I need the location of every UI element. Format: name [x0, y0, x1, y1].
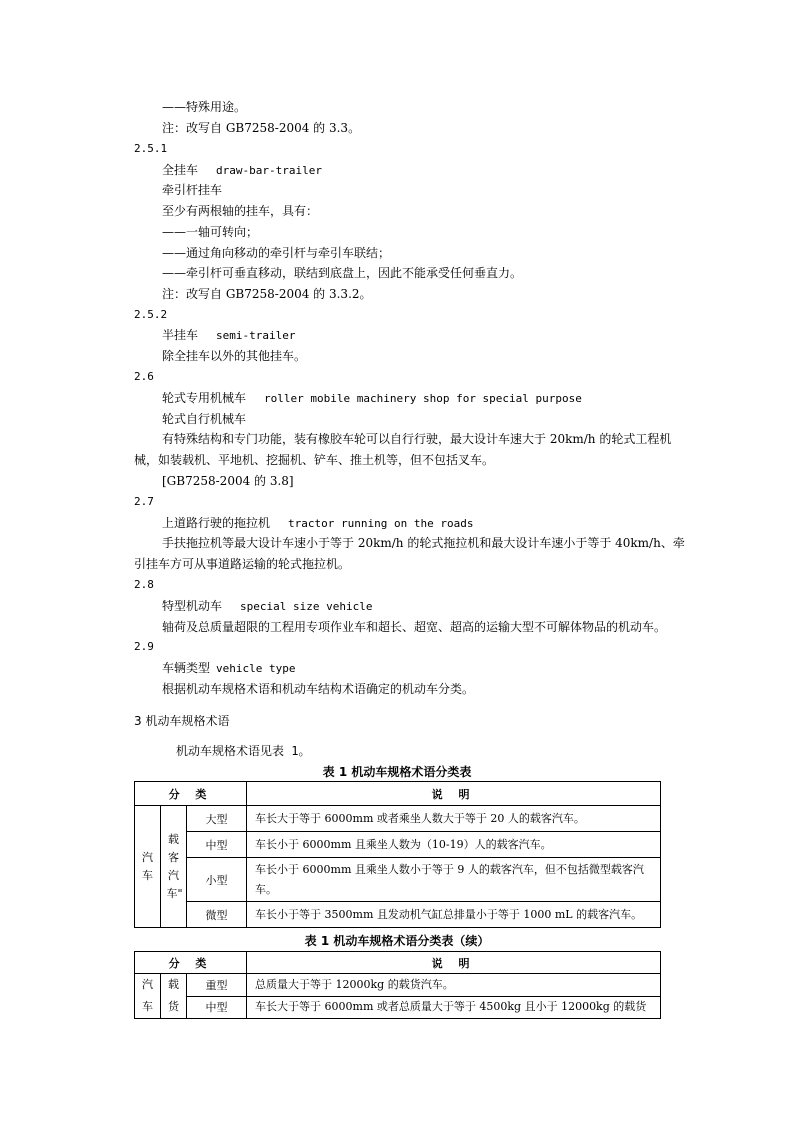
term-vehicle-type [162, 660, 296, 677]
term-en: special size vehicle [240, 600, 373, 613]
spec-table-continued [134, 951, 661, 1019]
term-en: tractor running on the roads [288, 517, 474, 530]
term-alias: 轮式自行机械车 [162, 412, 247, 426]
note-3-3: 注：改写自 GB7258-2004 的 3.3。 [162, 121, 361, 135]
definition-item: ——牵引杆可垂直移动，联结到底盘上，因此不能承受任何垂直力。 [162, 266, 523, 280]
desc-cell: 车长大于等于 6000mm 或者乘坐人数大于等于 20 人的载客汽车。 [247, 806, 661, 832]
definition-item: ——一轴可转向； [162, 225, 259, 239]
term-en: draw-bar-trailer [216, 164, 322, 177]
subgroup-label: 载客汽车" [166, 832, 183, 900]
definition-item: ——通过角向移动的牵引杆与牵引车联结； [162, 246, 391, 260]
term-cn: 特型机动车 [162, 599, 223, 613]
term-definition: 根据机动车规格术语和机动车结构术语确定的机动车分类。 [162, 682, 475, 696]
size-cell: 大型 [187, 806, 247, 832]
spec-table [134, 781, 661, 928]
desc-cell: 车长小于 6000mm 且乘坐人数为（10-19）人的载客汽车。 [247, 832, 661, 858]
header-description: 说 明 [247, 782, 661, 806]
term-cn: 全挂车 [162, 163, 199, 177]
term-alias: 牵引杆挂车 [162, 183, 223, 197]
term-definition-cont: 械，如装载机、平地机、挖掘机、铲车、推土机等，但不包括叉车。 [134, 453, 495, 467]
section-number-2-7: 2.7 [134, 495, 154, 508]
header-description: 说 明 [247, 952, 661, 974]
dash-item-special-use: ——特殊用途。 [162, 100, 247, 114]
term-draw-bar-trailer [162, 162, 322, 179]
term-cn: 轮式专用机械车 [162, 391, 247, 405]
section-number-2-5-1: 2.5.1 [134, 142, 168, 155]
desc-cell: 车长小于 6000mm 且乘坐人数小于等于 9 人的载客汽车，但不包括微型载客汽车。 [247, 858, 661, 902]
section-number-2-6: 2.6 [134, 370, 154, 383]
desc-cell: 车长大于等于 6000mm 或者总质量大于等于 4500kg 且小于 12000kg 的载货 [247, 996, 661, 1019]
term-definition-cont: 引挂车方可从事道路运输的轮式拖拉机。 [134, 557, 351, 571]
group-cell [135, 806, 161, 928]
term-roller-mobile-machinery [162, 390, 582, 407]
section-number-2-8: 2.8 [134, 578, 154, 591]
term-cn: 上道路行驶的拖拉机 [162, 516, 271, 530]
header-category: 分 类 [135, 782, 247, 806]
term-tractor-on-roads [162, 515, 473, 532]
term-en: vehicle type [216, 662, 296, 675]
size-cell: 中型 [187, 996, 247, 1019]
group-label: 汽车 [142, 978, 153, 1013]
table-caption-continued: 表 1 机动车规格术语分类表（续） [304, 934, 490, 948]
reference: [GB7258-2004 的 3.8] [162, 474, 294, 488]
size-cell: 中型 [187, 832, 247, 858]
term-definition: 手扶拖拉机等最大设计车速小于等于 20km/h 的轮式拖拉机和最大设计车速小于等于 40km/h、牵 [162, 536, 685, 550]
term-cn: 车辆类型 [162, 661, 211, 675]
term-en: roller mobile machinery shop for special purpose [264, 392, 582, 405]
term-en: semi-trailer [216, 329, 296, 342]
size-cell: 重型 [187, 974, 247, 997]
table-caption: 表 1 机动车规格术语分类表 [322, 765, 472, 779]
section-number-2-9: 2.9 [134, 640, 154, 653]
term-cn: 半挂车 [162, 328, 199, 342]
subgroup-cell [161, 806, 187, 928]
term-definition: 轴荷及总质量超限的工程用专项作业车和超长、超宽、超高的运输大型不可解体物品的机动车。 [162, 620, 667, 634]
size-cell: 微型 [187, 902, 247, 928]
term-definition: 除全挂车以外的其他挂车。 [162, 349, 307, 363]
group-label: 汽车 [142, 850, 153, 882]
subgroup-cell [161, 974, 187, 1019]
term-definition: 有特殊结构和专门功能，装有橡胶车轮可以自行行驶，最大设计车速大于 20km/h 的轮式工程机 [162, 432, 672, 446]
term-special-size-vehicle [162, 598, 372, 615]
desc-cell: 总质量大于等于 12000kg 的载货汽车。 [247, 974, 661, 997]
group-cell [135, 974, 161, 1019]
section-number-2-5-2: 2.5.2 [134, 308, 168, 321]
section-intro: 机动车规格术语见表 1。 [176, 744, 311, 758]
subgroup-label: 载货 [168, 978, 179, 1013]
size-cell: 小型 [187, 858, 247, 902]
note-3-3-2: 注：改写自 GB7258-2004 的 3.3.2。 [162, 287, 372, 301]
header-category: 分 类 [135, 952, 247, 974]
section-heading-3: 3 机动车规格术语 [134, 714, 230, 728]
term-definition: 至少有两根轴的挂车，具有： [162, 204, 319, 218]
term-semi-trailer [162, 327, 296, 344]
desc-cell: 车长小于等于 3500mm 且发动机气缸总排量小于等于 1000 mL 的载客汽车。 [247, 902, 661, 928]
